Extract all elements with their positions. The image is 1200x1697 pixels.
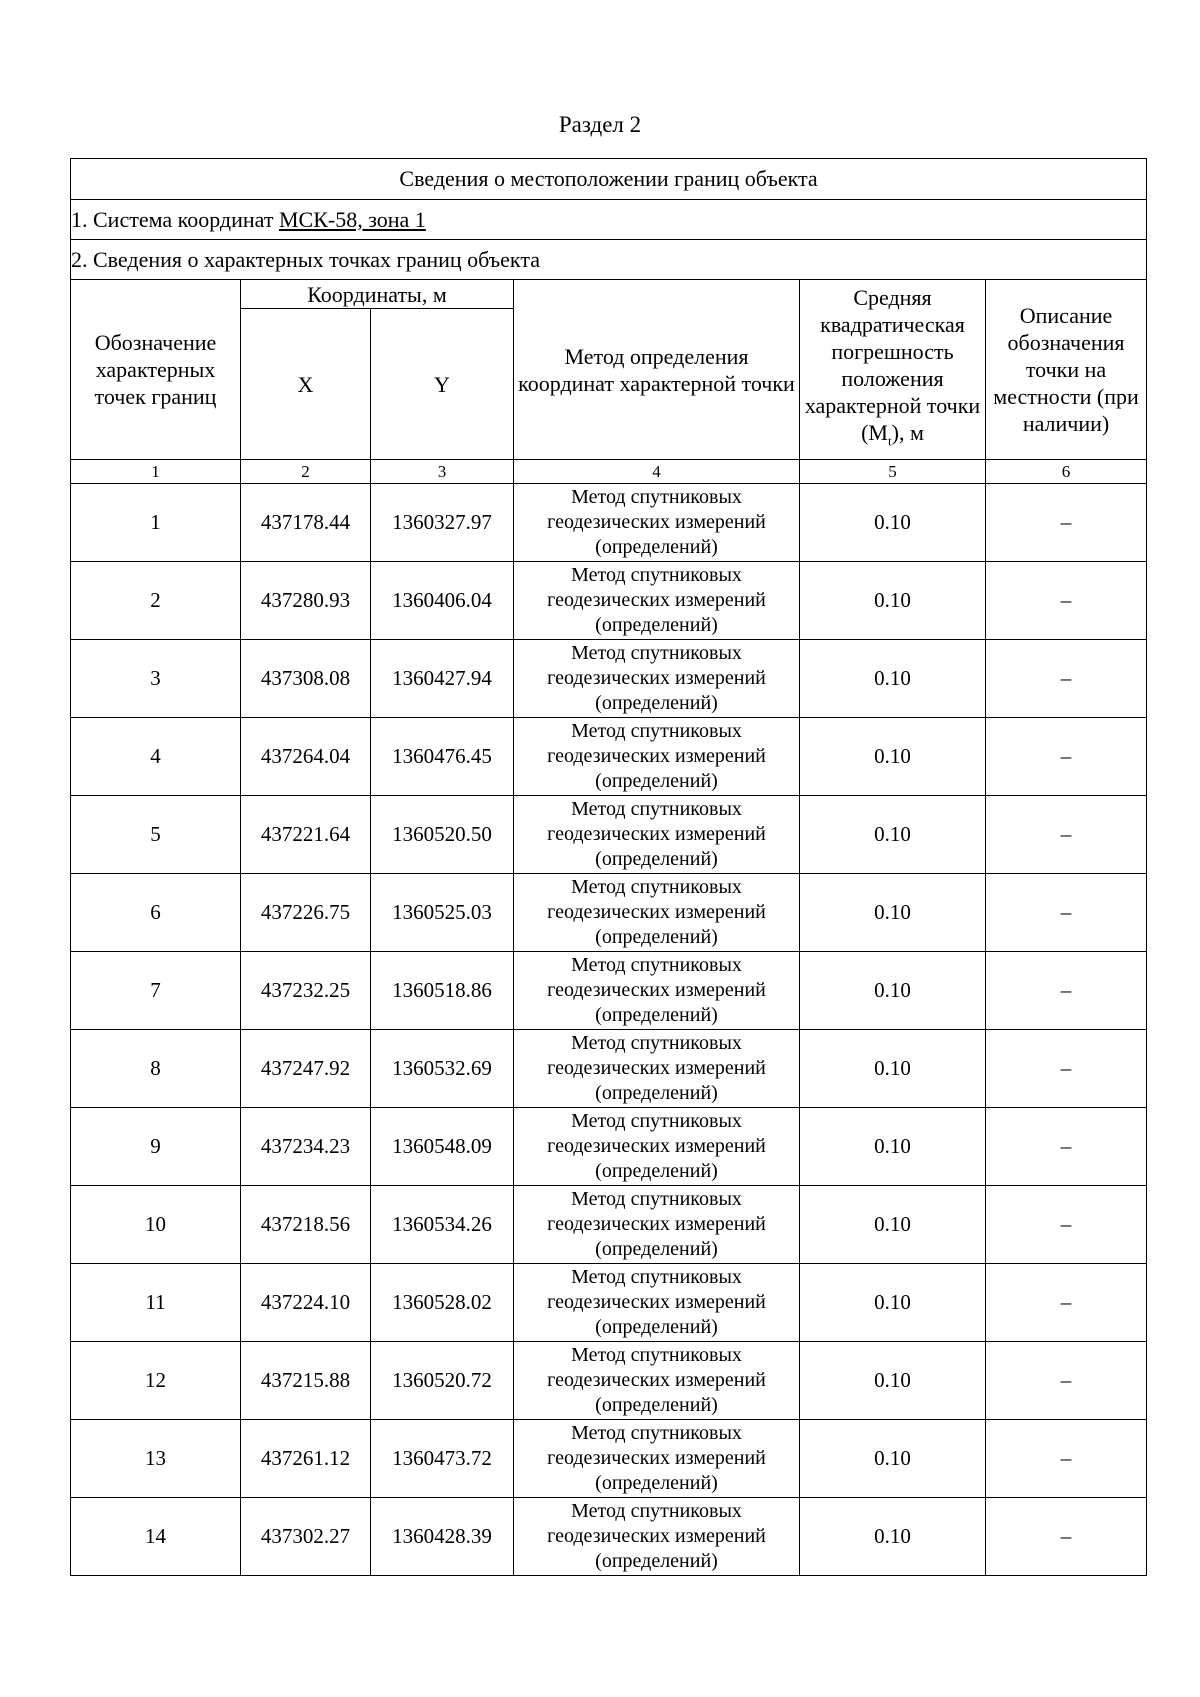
- error-cell: 0.10: [800, 562, 986, 640]
- y-cell: 1360534.26: [371, 1186, 514, 1264]
- points-heading: 2. Сведения о характерных точках границ объекта: [71, 240, 1147, 280]
- x-cell: 437224.10: [241, 1264, 371, 1342]
- point-cell: 10: [71, 1186, 241, 1264]
- x-cell: 437215.88: [241, 1342, 371, 1420]
- header-x: X: [241, 309, 371, 460]
- table-caption: Сведения о местоположении границ объекта: [71, 159, 1147, 200]
- error-cell: 0.10: [800, 1030, 986, 1108]
- table-row: [71, 640, 1147, 718]
- description-cell: –: [986, 1264, 1147, 1342]
- description-cell: –: [986, 718, 1147, 796]
- column-number-row: [71, 460, 1147, 484]
- description-cell: –: [986, 484, 1147, 562]
- header-method: Метод определения координат характерной точки: [514, 280, 800, 460]
- method-cell: Метод спутниковых геодезических измерений (определений): [514, 562, 800, 640]
- description-cell: –: [986, 1342, 1147, 1420]
- table-row: [71, 562, 1147, 640]
- method-cell: Метод спутниковых геодезических измерений (определений): [514, 484, 800, 562]
- method-cell: Метод спутниковых геодезических измерений (определений): [514, 1264, 800, 1342]
- header-row-top: [71, 280, 1147, 309]
- y-cell: 1360327.97: [371, 484, 514, 562]
- error-cell: 0.10: [800, 484, 986, 562]
- y-cell: 1360520.50: [371, 796, 514, 874]
- error-cell: 0.10: [800, 1342, 986, 1420]
- error-cell: 0.10: [800, 952, 986, 1030]
- method-cell: Метод спутниковых геодезических измерений (определений): [514, 796, 800, 874]
- table-row: [71, 1264, 1147, 1342]
- table-row: [71, 874, 1147, 952]
- column-number: 3: [371, 460, 514, 484]
- description-cell: –: [986, 640, 1147, 718]
- point-cell: 6: [71, 874, 241, 952]
- column-number: 4: [514, 460, 800, 484]
- point-cell: 14: [71, 1498, 241, 1576]
- description-cell: –: [986, 1186, 1147, 1264]
- point-cell: 3: [71, 640, 241, 718]
- table-caption-row: [71, 159, 1147, 200]
- error-cell: 0.10: [800, 796, 986, 874]
- method-cell: Метод спутниковых геодезических измерений (определений): [514, 1108, 800, 1186]
- point-cell: 8: [71, 1030, 241, 1108]
- point-cell: 2: [71, 562, 241, 640]
- error-cell: 0.10: [800, 718, 986, 796]
- header-error-sub: t: [888, 433, 892, 449]
- table-row: [71, 1342, 1147, 1420]
- coord-system-value: МСК-58, зона 1: [278, 206, 426, 232]
- point-cell: 5: [71, 796, 241, 874]
- error-cell: 0.10: [800, 1420, 986, 1498]
- x-cell: 437261.12: [241, 1420, 371, 1498]
- point-cell: 12: [71, 1342, 241, 1420]
- error-cell: 0.10: [800, 1264, 986, 1342]
- error-cell: 0.10: [800, 1108, 986, 1186]
- header-error: [800, 280, 986, 460]
- point-cell: 13: [71, 1420, 241, 1498]
- description-cell: –: [986, 952, 1147, 1030]
- point-cell: 9: [71, 1108, 241, 1186]
- x-cell: 437232.25: [241, 952, 371, 1030]
- description-cell: –: [986, 874, 1147, 952]
- header-error-tail: ), м: [891, 420, 924, 446]
- header-description: Описание обозначения точки на местности (при наличии): [986, 280, 1147, 460]
- method-cell: Метод спутниковых геодезических измерений (определений): [514, 1030, 800, 1108]
- coord-system: [71, 200, 1147, 240]
- description-cell: –: [986, 1420, 1147, 1498]
- column-number: 5: [800, 460, 986, 484]
- table-row: [71, 1186, 1147, 1264]
- column-number: 2: [241, 460, 371, 484]
- table-row: [71, 1498, 1147, 1576]
- method-cell: Метод спутниковых геодезических измерений (определений): [514, 952, 800, 1030]
- y-cell: 1360427.94: [371, 640, 514, 718]
- x-cell: 437178.44: [241, 484, 371, 562]
- method-cell: Метод спутниковых геодезических измерений (определений): [514, 874, 800, 952]
- point-cell: 1: [71, 484, 241, 562]
- y-cell: 1360406.04: [371, 562, 514, 640]
- point-cell: 4: [71, 718, 241, 796]
- column-number: 1: [71, 460, 241, 484]
- boundary-points-table: [70, 158, 1147, 1576]
- header-error-main: Средняя квадратическая погрешность положения характерной точки (M: [804, 285, 981, 446]
- x-cell: 437218.56: [241, 1186, 371, 1264]
- point-cell: 11: [71, 1264, 241, 1342]
- points-heading-row: [71, 240, 1147, 280]
- y-cell: 1360473.72: [371, 1420, 514, 1498]
- table-row: [71, 952, 1147, 1030]
- x-cell: 437226.75: [241, 874, 371, 952]
- table-row: [71, 1420, 1147, 1498]
- section-title: Раздел 2: [558, 112, 642, 137]
- method-cell: Метод спутниковых геодезических измерений (определений): [514, 1420, 800, 1498]
- error-cell: 0.10: [800, 640, 986, 718]
- coord-system-row: [71, 200, 1147, 240]
- header-coordinates: Координаты, м: [241, 280, 514, 309]
- x-cell: 437308.08: [241, 640, 371, 718]
- header-y: Y: [371, 309, 514, 460]
- description-cell: –: [986, 1030, 1147, 1108]
- header-designation: Обозначение характерных точек границ: [71, 280, 241, 460]
- y-cell: 1360520.72: [371, 1342, 514, 1420]
- description-cell: –: [986, 1498, 1147, 1576]
- description-cell: –: [986, 1108, 1147, 1186]
- error-cell: 0.10: [800, 1498, 986, 1576]
- method-cell: Метод спутниковых геодезических измерений (определений): [514, 1498, 800, 1576]
- description-cell: –: [986, 796, 1147, 874]
- table-row: [71, 1108, 1147, 1186]
- x-cell: 437302.27: [241, 1498, 371, 1576]
- y-cell: 1360532.69: [371, 1030, 514, 1108]
- y-cell: 1360518.86: [371, 952, 514, 1030]
- column-number: 6: [986, 460, 1147, 484]
- y-cell: 1360548.09: [371, 1108, 514, 1186]
- error-cell: 0.10: [800, 1186, 986, 1264]
- y-cell: 1360528.02: [371, 1264, 514, 1342]
- table-row: [71, 484, 1147, 562]
- method-cell: Метод спутниковых геодезических измерений (определений): [514, 1186, 800, 1264]
- method-cell: Метод спутниковых геодезических измерений (определений): [514, 640, 800, 718]
- x-cell: 437247.92: [241, 1030, 371, 1108]
- table-row: [71, 1030, 1147, 1108]
- point-cell: 7: [71, 952, 241, 1030]
- error-cell: 0.10: [800, 874, 986, 952]
- method-cell: Метод спутниковых геодезических измерений (определений): [514, 1342, 800, 1420]
- coord-system-label: 1. Система координат: [71, 206, 279, 232]
- y-cell: 1360428.39: [371, 1498, 514, 1576]
- y-cell: 1360476.45: [371, 718, 514, 796]
- x-cell: 437221.64: [241, 796, 371, 874]
- method-cell: Метод спутниковых геодезических измерений (определений): [514, 718, 800, 796]
- table-row: [71, 796, 1147, 874]
- x-cell: 437264.04: [241, 718, 371, 796]
- table-row: [71, 718, 1147, 796]
- description-cell: –: [986, 562, 1147, 640]
- x-cell: 437234.23: [241, 1108, 371, 1186]
- x-cell: 437280.93: [241, 562, 371, 640]
- y-cell: 1360525.03: [371, 874, 514, 952]
